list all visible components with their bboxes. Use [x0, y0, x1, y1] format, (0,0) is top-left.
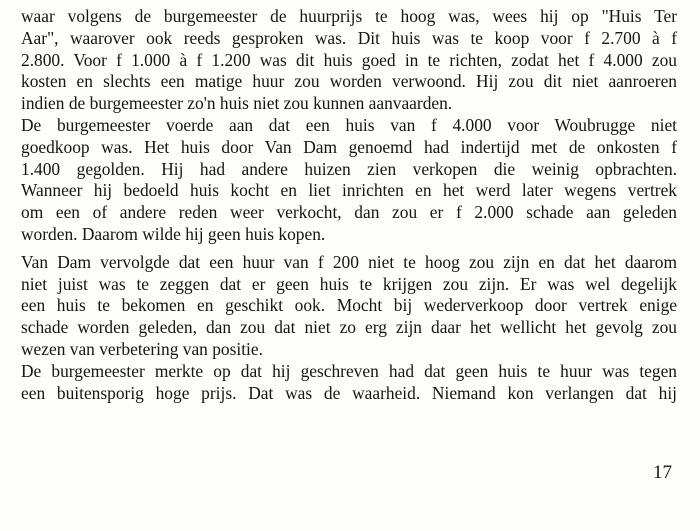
text-line: een buitensporig hoge prijs. Dat was de waarheid. Niemand kon verlangen dat hij	[21, 382, 677, 403]
text-line: een huis te bekomen en geschikt ook. Mocht bij wederverkoop door vertrek enige	[21, 295, 677, 316]
text-line: 2.800. Voor f 1.000 à f 1.200 was dit huis goed in te richten, zodat het f 4.000 zou	[21, 49, 677, 70]
text-line: niet juist was te zeggen dat er geen huis te krijgen zou zijn. Er was wel degelijk	[21, 273, 677, 294]
paragraph-1	[21, 6, 677, 115]
text-line: Aar", waarover ook reeds gesproken was. Dit huis was te koop voor f 2.700 à f	[21, 27, 677, 48]
text-line: worden. Daarom wilde hij geen huis kopen.	[21, 223, 326, 244]
text-line: kosten en slechts een matige huur zou worden verwoond. Hij zou dit niet aanroeren	[21, 71, 677, 92]
text-line: wezen van verbetering van positie.	[21, 338, 263, 359]
text-line: Van Dam vervolgde dat een huur van f 200 niet te hoog zou zijn en dat het daarom	[21, 251, 677, 272]
text-line: indien de burgemeester zo'n huis niet zou kunnen aanvaarden.	[21, 93, 453, 114]
text-line: Wanneer hij bedoeld huis kocht en liet inrichten en het werd later wegens vertrek	[21, 180, 677, 201]
text-line: goedkoop was. Het huis door Van Dam genoemd had indertijd met de onkosten f	[21, 136, 677, 157]
text-line: om een of andere reden weer verkocht, dan zou er f 2.000 schade aan geleden	[21, 202, 677, 223]
text-line: 1.400 gegolden. Hij had andere huizen zien verkopen die weinig opbrachten.	[21, 158, 677, 179]
paragraph-3	[21, 252, 677, 361]
page-number: 17	[653, 462, 672, 483]
text-line: De burgemeester voerde aan dat een huis van f 4.000 voor Woubrugge niet	[21, 114, 677, 135]
paragraph-4	[21, 361, 677, 405]
paragraph-2	[21, 115, 677, 246]
body-text	[21, 6, 677, 404]
text-line: waar volgens de burgemeester de huurprijs te hoog was, wees hij op "Huis Ter	[21, 6, 677, 26]
text-line: schade worden geleden, dan zou dat niet zo erg zijn daar het wellicht het gevolg zou	[21, 317, 677, 338]
text-line: De burgemeester merkte op dat hij geschreven had dat geen huis te huur was tegen	[21, 360, 677, 381]
